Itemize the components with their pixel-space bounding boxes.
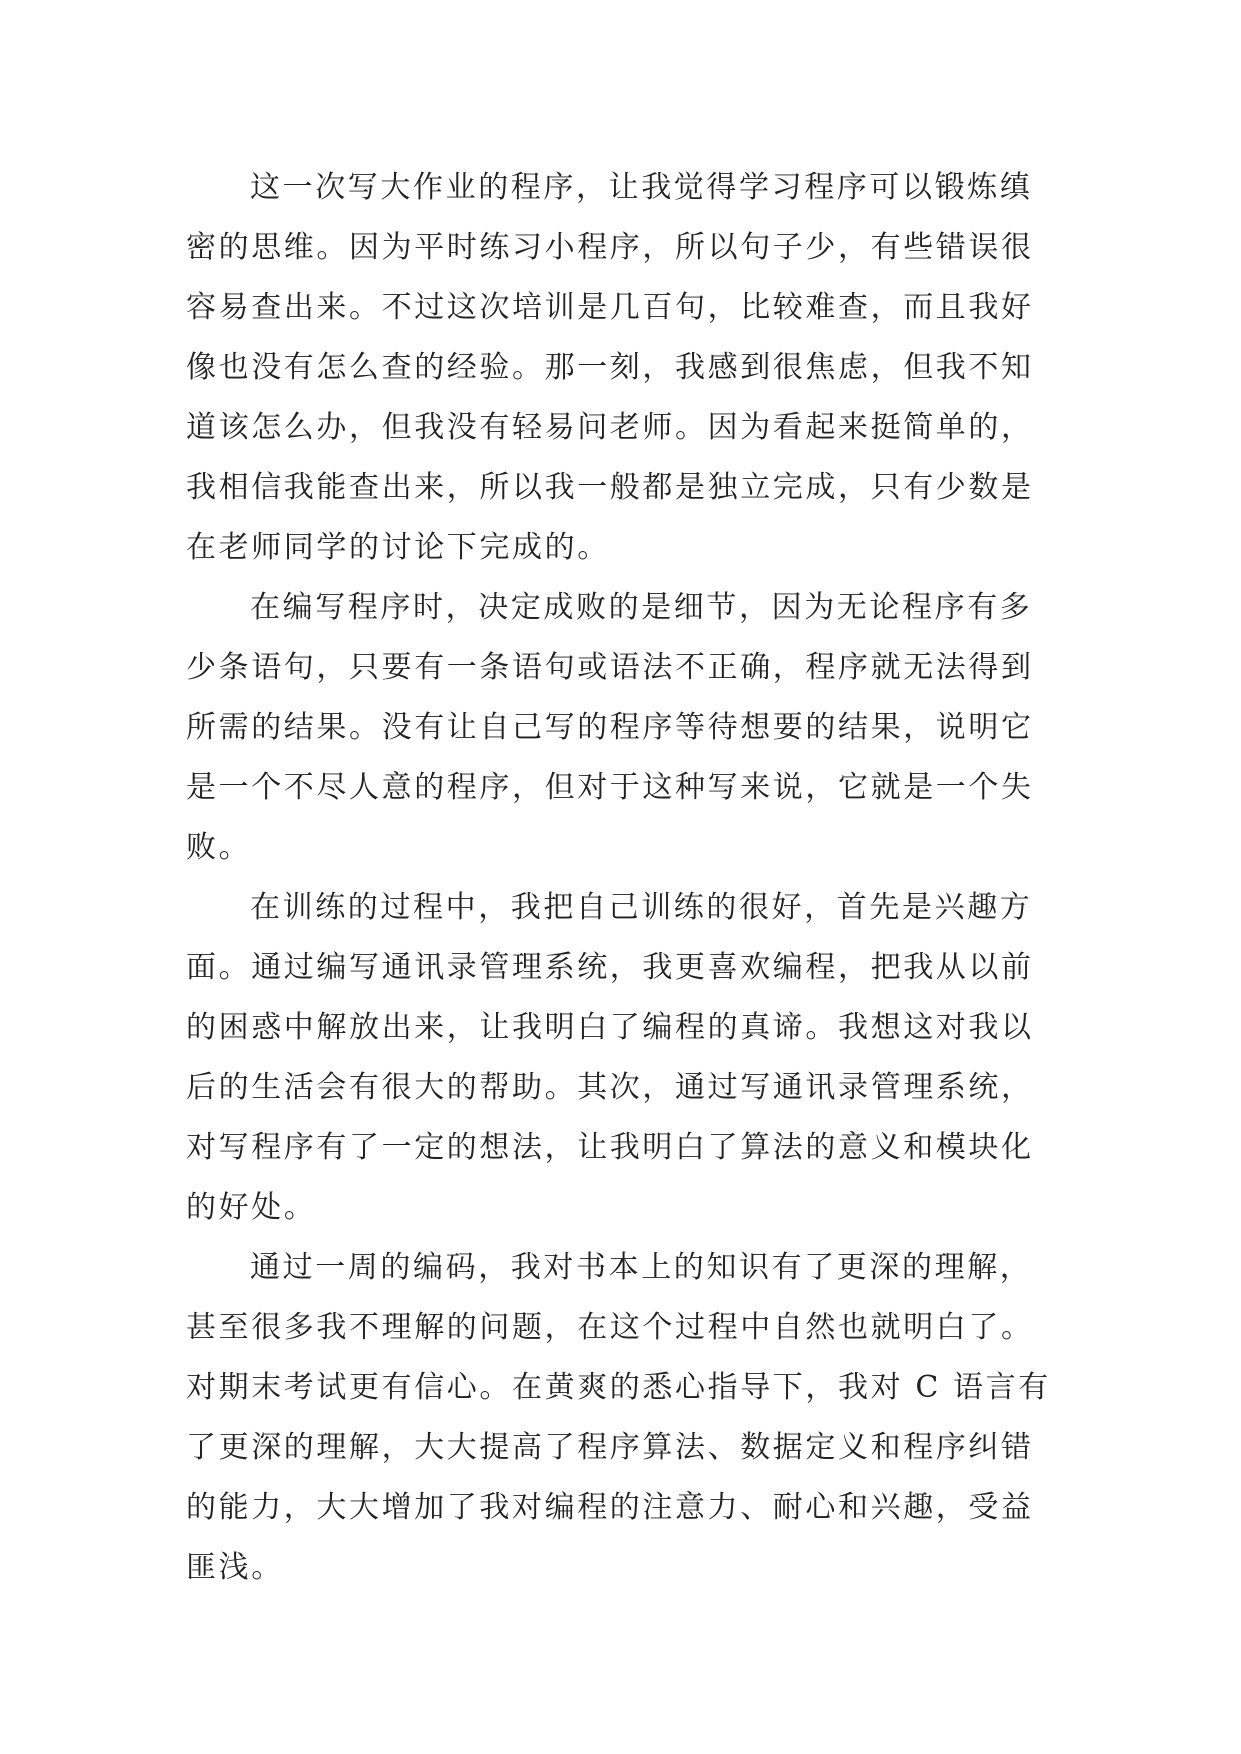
paragraph-line: 所需的结果。没有让自己写的程序等待想要的结果，说明它 xyxy=(186,710,1034,745)
paragraph-2 xyxy=(186,578,1056,878)
paragraph-3 xyxy=(186,878,1056,1238)
paragraph-line: 了更深的理解，大大提高了程序算法、数据定义和程序纠错 xyxy=(186,1430,1034,1465)
paragraph-line: 的困惑中解放出来，让我明白了编程的真谛。我想这对我以 xyxy=(186,1010,1034,1045)
paragraph-line: 像也没有怎么查的经验。那一刻，我感到很焦虑，但我不知 xyxy=(186,350,1034,385)
paragraph-line: 在训练的过程中，我把自己训练的很好，首先是兴趣方 xyxy=(250,890,1033,925)
paragraph-line: 在老师同学的讨论下完成的。 xyxy=(186,530,610,565)
paragraph-line: 密的思维。因为平时练习小程序，所以句子少，有些错误很 xyxy=(186,230,1034,265)
paragraph-line: 容易查出来。不过这次培训是几百句，比较难查，而且我好 xyxy=(186,290,1034,325)
paragraph-line: 通过一周的编码，我对书本上的知识有了更深的理解， xyxy=(250,1250,1033,1285)
paragraph-line: 在编写程序时，决定成败的是细节，因为无论程序有多 xyxy=(250,590,1033,625)
paragraph-line: 我相信我能查出来，所以我一般都是独立完成，只有少数是 xyxy=(186,470,1034,505)
paragraph-1 xyxy=(186,158,1056,578)
paragraph-line: 是一个不尽人意的程序，但对于这种写来说，它就是一个失 xyxy=(186,770,1034,805)
paragraph-line: 匪浅。 xyxy=(186,1550,284,1585)
paragraph-line: 对写程序有了一定的想法，让我明白了算法的意义和模块化 xyxy=(186,1130,1034,1165)
paragraph-line: 对期末考试更有信心。在黄爽的悉心指导下，我对 C 语言有 xyxy=(186,1370,1051,1405)
document-body xyxy=(186,158,1056,1598)
paragraph-line: 道该怎么办，但我没有轻易问老师。因为看起来挺简单的， xyxy=(186,410,1034,445)
paragraph-line: 后的生活会有很大的帮助。其次，通过写通讯录管理系统， xyxy=(186,1070,1034,1105)
paragraph-line: 少条语句，只要有一条语句或语法不正确，程序就无法得到 xyxy=(186,650,1034,685)
paragraph-line: 面。通过编写通讯录管理系统，我更喜欢编程，把我从以前 xyxy=(186,950,1034,985)
paragraph-4 xyxy=(186,1238,1056,1598)
paragraph-line: 的好处。 xyxy=(186,1190,317,1225)
paragraph-line: 的能力，大大增加了我对编程的注意力、耐心和兴趣，受益 xyxy=(186,1490,1034,1525)
paragraph-line: 这一次写大作业的程序，让我觉得学习程序可以锻炼缜 xyxy=(250,170,1033,205)
paragraph-line: 甚至很多我不理解的问题，在这个过程中自然也就明白了。 xyxy=(186,1310,1034,1345)
paragraph-line: 败。 xyxy=(186,830,252,865)
